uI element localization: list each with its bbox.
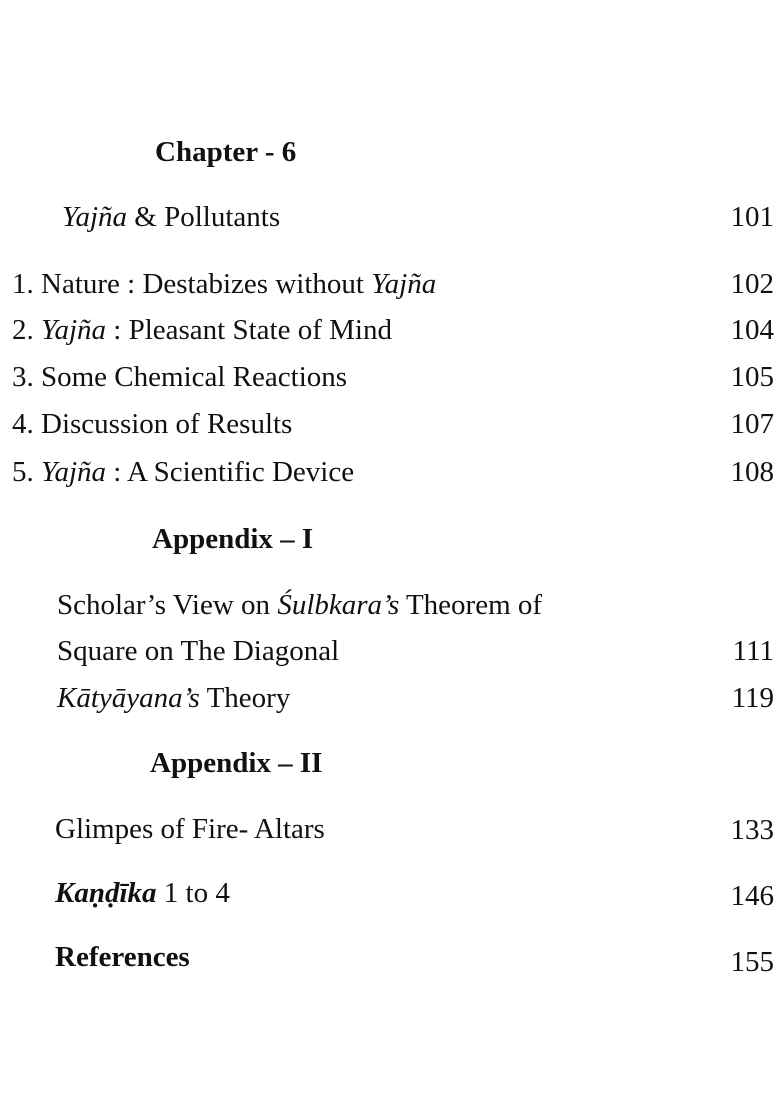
toc-text-segment: : A Scientific Device [106, 456, 355, 488]
toc-text-segment: Theory [199, 682, 291, 714]
toc-entry-page: 107 [730, 408, 774, 440]
toc-text-segment: : Pleasant State of Mind [106, 314, 392, 346]
toc-text-segment: Śulbkara’s [277, 589, 400, 621]
toc-text-segment: Square on The Diagonal [57, 635, 340, 667]
toc-entry-page: 108 [730, 456, 774, 488]
toc-entry-title [55, 940, 190, 974]
toc-text-segment: Kaṇḍīka [55, 877, 157, 909]
appendix-2-heading: Appendix – II [150, 747, 323, 779]
toc-entry-title [12, 267, 436, 301]
toc-entry-title [55, 812, 325, 846]
toc-entry-title [12, 407, 292, 441]
toc-entry-page: 146 [730, 880, 774, 912]
toc-text-segment: Yajña [62, 201, 128, 233]
toc-text-segment: 1 to 4 [156, 877, 230, 909]
toc-entry-page: 105 [730, 361, 774, 393]
toc-entry-page: 104 [730, 314, 774, 346]
toc-text-segment: Scholar’s View on [57, 589, 278, 621]
toc-entry-title [55, 876, 230, 910]
toc-entry-title [57, 681, 290, 715]
toc-entry-title [12, 360, 347, 394]
toc-text-segment: Yajña [41, 314, 107, 346]
toc-text-segment: Glimpes of Fire- Altars [55, 813, 325, 845]
toc-text-segment: 3. Some Chemical Reactions [12, 361, 348, 393]
toc-entry-title [12, 313, 392, 347]
toc-entry-page: 102 [730, 268, 774, 300]
toc-entry-page: 119 [731, 682, 774, 714]
toc-text-segment: Kātyāyana’s [57, 682, 200, 714]
toc-text-segment: 5. [12, 456, 41, 488]
toc-text-segment: Theorem of [399, 589, 543, 621]
toc-entry-title [62, 200, 280, 234]
chapter-6-heading: Chapter - 6 [155, 136, 297, 168]
toc-entry-title [12, 455, 354, 489]
appendix-1-heading: Appendix – I [152, 523, 314, 555]
toc-text-segment: Yajña [41, 456, 107, 488]
toc-text-segment: 4. Discussion of Results [12, 408, 293, 440]
toc-text-segment: & Pollutants [127, 201, 281, 233]
toc-text-segment: Yajña [371, 268, 437, 300]
toc-text-segment: 2. [12, 314, 41, 346]
toc-text-segment: 1. Nature : Destabizes without [12, 268, 372, 300]
toc-entry-title [57, 588, 542, 622]
toc-entry-page: 111 [732, 635, 774, 667]
toc-entry-page: 133 [730, 814, 774, 846]
toc-text-segment: References [55, 941, 190, 973]
toc-entry-page: 101 [730, 201, 774, 233]
toc-entry-title [57, 634, 339, 668]
toc-entry-page: 155 [730, 946, 774, 978]
